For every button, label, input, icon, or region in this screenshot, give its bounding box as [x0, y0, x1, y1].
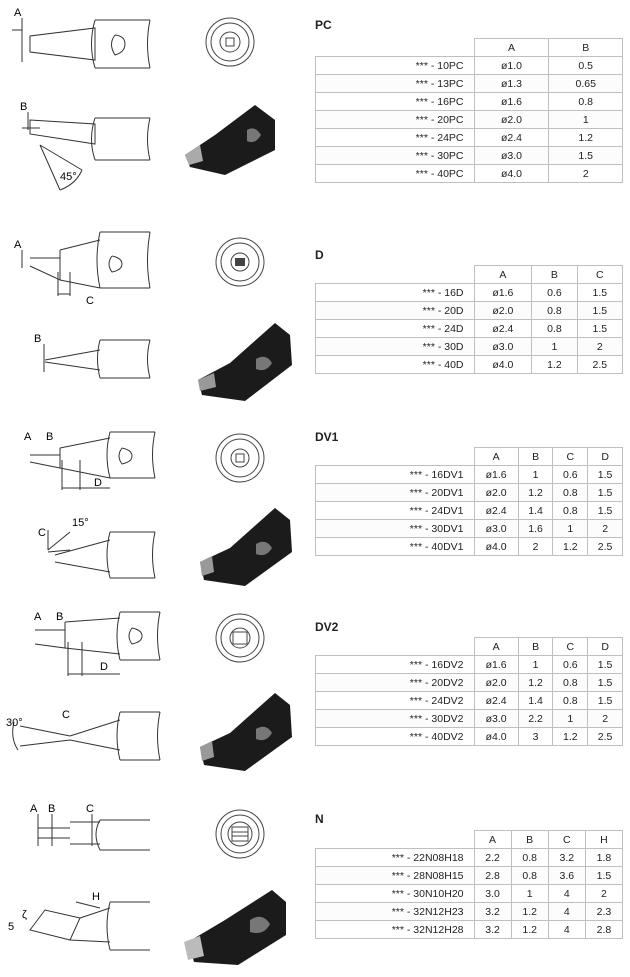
value-cell: ø1.6: [474, 656, 518, 674]
value-cell: 2.5: [588, 728, 623, 746]
value-cell: 2.3: [585, 903, 622, 921]
section-n: [0, 790, 630, 977]
table-row: [316, 484, 623, 502]
dv1-label-a: A: [24, 431, 32, 443]
value-cell: 2.8: [474, 867, 511, 885]
value-cell: 1.2: [511, 903, 548, 921]
table-header-row: [316, 831, 623, 849]
n-tip-end-icon: [210, 804, 270, 864]
table-row: [316, 165, 623, 183]
value-cell: 1.5: [588, 692, 623, 710]
section-dv1: [0, 410, 630, 590]
section-title-dv2: DV2: [315, 620, 339, 634]
value-cell: 0.5: [549, 57, 623, 75]
value-cell: 0.8: [553, 674, 588, 692]
dv2-tip-3d-icon: [190, 685, 300, 785]
column-header: A: [474, 266, 532, 284]
table-header-row: [316, 266, 623, 284]
value-cell: 1: [518, 656, 553, 674]
value-cell: 1: [553, 710, 588, 728]
table-row: [316, 111, 623, 129]
value-cell: 2: [577, 338, 622, 356]
column-header: C: [553, 448, 588, 466]
table-row: [316, 57, 623, 75]
value-cell: 1.5: [588, 674, 623, 692]
pc-label-angle: 45°: [60, 171, 77, 183]
dv2-tip-end-icon: [210, 608, 270, 668]
model-cell: *** - 30DV1: [316, 520, 475, 538]
value-cell: ø3.0: [474, 520, 518, 538]
value-cell: ø4.0: [474, 538, 518, 556]
model-cell: *** - 30DV2: [316, 710, 475, 728]
value-cell: 1: [532, 338, 577, 356]
value-cell: 1.2: [518, 674, 553, 692]
model-cell: *** - 40D: [316, 356, 475, 374]
value-cell: 4: [548, 903, 585, 921]
value-cell: ø2.0: [474, 111, 549, 129]
table-row: [316, 284, 623, 302]
model-cell: *** - 30D: [316, 338, 475, 356]
d-tip-end-icon: [210, 232, 270, 292]
table-row: [316, 538, 623, 556]
value-cell: 1.5: [577, 284, 622, 302]
value-cell: ø3.0: [474, 147, 549, 165]
value-cell: 1.2: [511, 921, 548, 939]
value-cell: 2.5: [588, 538, 623, 556]
n-side-view-drawing: [0, 790, 170, 977]
model-cell: *** - 24D: [316, 320, 475, 338]
value-cell: 1.5: [588, 502, 623, 520]
column-header: A: [474, 39, 549, 57]
column-header: A: [474, 448, 518, 466]
model-cell: *** - 30N10H20: [316, 885, 475, 903]
column-header: A: [474, 831, 511, 849]
value-cell: 0.8: [553, 484, 588, 502]
column-header: D: [588, 448, 623, 466]
table-row: [316, 849, 623, 867]
model-cell: *** - 32N12H28: [316, 921, 475, 939]
value-cell: ø3.0: [474, 710, 518, 728]
table-corner-cell: [316, 638, 475, 656]
table-row: [316, 710, 623, 728]
value-cell: 4: [548, 885, 585, 903]
table-header-row: [316, 448, 623, 466]
column-header: C: [553, 638, 588, 656]
dv1-label-c: C: [38, 527, 46, 539]
model-cell: *** - 16DV1: [316, 466, 475, 484]
value-cell: 1.2: [549, 129, 623, 147]
n-label-5: 5: [8, 921, 15, 933]
d-tip-3d-icon: [190, 315, 300, 415]
section-title-d: D: [315, 248, 324, 262]
value-cell: ø2.0: [474, 674, 518, 692]
pc-label-a: A: [14, 7, 22, 19]
value-cell: ø1.6: [474, 284, 532, 302]
model-cell: *** - 20DV1: [316, 484, 475, 502]
table-row: [316, 921, 623, 939]
value-cell: 0.8: [511, 867, 548, 885]
n-label-c: C: [86, 803, 94, 815]
dv1-label-d: D: [94, 477, 102, 489]
value-cell: 1: [553, 520, 588, 538]
value-cell: 4: [548, 921, 585, 939]
model-cell: *** - 20DV2: [316, 674, 475, 692]
dv2-label-a: A: [34, 611, 42, 623]
value-cell: 3.2: [474, 921, 511, 939]
section-title-pc: PC: [315, 18, 332, 32]
n-label-a: A: [30, 803, 38, 815]
value-cell: ø1.6: [474, 93, 549, 111]
value-cell: 3.2: [474, 903, 511, 921]
value-cell: 2: [585, 885, 622, 903]
value-cell: ø3.0: [474, 338, 532, 356]
value-cell: ø2.4: [474, 692, 518, 710]
value-cell: ø2.0: [474, 484, 518, 502]
value-cell: 1.4: [518, 502, 553, 520]
section-title-n: N: [315, 812, 324, 826]
table-row: [316, 302, 623, 320]
column-header: B: [511, 831, 548, 849]
value-cell: 3.2: [548, 849, 585, 867]
value-cell: 1.2: [553, 728, 588, 746]
column-header: A: [474, 638, 518, 656]
value-cell: ø1.6: [474, 466, 518, 484]
value-cell: 2: [588, 710, 623, 728]
section-d: [0, 210, 630, 400]
table-row: [316, 320, 623, 338]
table-row: [316, 93, 623, 111]
table-row: [316, 692, 623, 710]
table-header-row: [316, 39, 623, 57]
column-header: D: [588, 638, 623, 656]
d-side-view-drawing: [0, 210, 170, 400]
model-cell: *** - 16PC: [316, 93, 475, 111]
n-label-h: H: [92, 891, 100, 903]
value-cell: 2: [588, 520, 623, 538]
pc-side-view-drawing: [0, 0, 160, 200]
value-cell: 1.5: [588, 484, 623, 502]
table-row: [316, 885, 623, 903]
section-dv2: [0, 600, 630, 780]
table-corner-cell: [316, 266, 475, 284]
model-cell: *** - 16DV2: [316, 656, 475, 674]
dv1-side-view-drawing: [0, 410, 170, 590]
value-cell: 1.6: [518, 520, 553, 538]
value-cell: 1.5: [549, 147, 623, 165]
table-row: [316, 129, 623, 147]
value-cell: 1.4: [518, 692, 553, 710]
dv1-tip-end-icon: [210, 428, 270, 488]
model-cell: *** - 24PC: [316, 129, 475, 147]
dv2-label-c: C: [62, 709, 70, 721]
value-cell: 0.8: [549, 93, 623, 111]
value-cell: 1.2: [518, 484, 553, 502]
pc-label-b: B: [20, 101, 28, 113]
value-cell: 0.6: [553, 656, 588, 674]
table-row: [316, 520, 623, 538]
dv2-label-d: D: [100, 661, 108, 673]
model-cell: *** - 40PC: [316, 165, 475, 183]
value-cell: ø1.3: [474, 75, 549, 93]
value-cell: 1.5: [577, 320, 622, 338]
value-cell: 1.2: [553, 538, 588, 556]
value-cell: 1.2: [532, 356, 577, 374]
value-cell: ø4.0: [474, 356, 532, 374]
table-header-row: [316, 638, 623, 656]
column-header: B: [549, 39, 623, 57]
value-cell: 3: [518, 728, 553, 746]
model-cell: *** - 24DV1: [316, 502, 475, 520]
model-cell: *** - 22N08H18: [316, 849, 475, 867]
model-cell: *** - 20D: [316, 302, 475, 320]
value-cell: ø2.4: [474, 502, 518, 520]
model-cell: *** - 10PC: [316, 57, 475, 75]
table-corner-cell: [316, 448, 475, 466]
d-label-b: B: [34, 333, 42, 345]
value-cell: 2.5: [577, 356, 622, 374]
value-cell: ø4.0: [474, 728, 518, 746]
value-cell: ø4.0: [474, 165, 549, 183]
table-row: [316, 674, 623, 692]
model-cell: *** - 13PC: [316, 75, 475, 93]
table-row: [316, 867, 623, 885]
n-label-zeta: ζ: [22, 909, 27, 921]
model-cell: *** - 28N08H15: [316, 867, 475, 885]
value-cell: 0.6: [553, 466, 588, 484]
value-cell: 2.2: [474, 849, 511, 867]
table-corner-cell: [316, 831, 475, 849]
dv1-tip-3d-icon: [190, 500, 300, 600]
pc-tip-end-icon: [200, 12, 260, 72]
dv2-spec-table: [315, 637, 623, 746]
value-cell: 2: [549, 165, 623, 183]
table-row: [316, 656, 623, 674]
section-pc: [0, 0, 630, 200]
value-cell: ø2.0: [474, 302, 532, 320]
column-header: H: [585, 831, 622, 849]
model-cell: *** - 40DV2: [316, 728, 475, 746]
dv2-side-view-drawing: [0, 600, 170, 780]
dv2-label-angle: 30°: [6, 717, 23, 729]
value-cell: ø2.4: [474, 320, 532, 338]
table-corner-cell: [316, 39, 475, 57]
table-row: [316, 147, 623, 165]
value-cell: 0.8: [553, 692, 588, 710]
column-header: B: [518, 638, 553, 656]
value-cell: 1.5: [588, 466, 623, 484]
dv1-label-angle: 15°: [72, 517, 89, 529]
column-header: B: [518, 448, 553, 466]
value-cell: 0.8: [511, 849, 548, 867]
value-cell: 0.6: [532, 284, 577, 302]
value-cell: ø2.4: [474, 129, 549, 147]
table-row: [316, 903, 623, 921]
model-cell: *** - 24DV2: [316, 692, 475, 710]
pc-spec-table: [315, 38, 623, 183]
value-cell: 0.8: [553, 502, 588, 520]
dv2-label-b: B: [56, 611, 64, 623]
model-cell: *** - 32N12H23: [316, 903, 475, 921]
table-row: [316, 75, 623, 93]
value-cell: 2.8: [585, 921, 622, 939]
value-cell: 2.2: [518, 710, 553, 728]
d-spec-table: [315, 265, 623, 374]
model-cell: *** - 40DV1: [316, 538, 475, 556]
dv1-label-b: B: [46, 431, 54, 443]
value-cell: 0.8: [532, 320, 577, 338]
value-cell: 0.8: [532, 302, 577, 320]
model-cell: *** - 20PC: [316, 111, 475, 129]
value-cell: 0.65: [549, 75, 623, 93]
table-row: [316, 502, 623, 520]
column-header: B: [532, 266, 577, 284]
value-cell: 1.5: [585, 867, 622, 885]
value-cell: ø1.0: [474, 57, 549, 75]
n-label-b: B: [48, 803, 56, 815]
value-cell: 1: [549, 111, 623, 129]
table-row: [316, 338, 623, 356]
table-row: [316, 728, 623, 746]
column-header: C: [577, 266, 622, 284]
dv1-spec-table: [315, 447, 623, 556]
value-cell: 1: [511, 885, 548, 903]
value-cell: 3.6: [548, 867, 585, 885]
value-cell: 1.5: [577, 302, 622, 320]
model-cell: *** - 16D: [316, 284, 475, 302]
model-cell: *** - 30PC: [316, 147, 475, 165]
value-cell: 2: [518, 538, 553, 556]
n-spec-table: [315, 830, 623, 939]
value-cell: 1.5: [588, 656, 623, 674]
d-label-c: C: [86, 295, 94, 307]
d-label-a: A: [14, 239, 22, 251]
table-row: [316, 356, 623, 374]
section-title-dv1: DV1: [315, 430, 339, 444]
table-row: [316, 466, 623, 484]
pc-tip-3d-icon: [175, 95, 285, 185]
n-tip-3d-icon: [180, 880, 290, 975]
value-cell: 3.0: [474, 885, 511, 903]
value-cell: 1: [518, 466, 553, 484]
column-header: C: [548, 831, 585, 849]
value-cell: 1.8: [585, 849, 622, 867]
